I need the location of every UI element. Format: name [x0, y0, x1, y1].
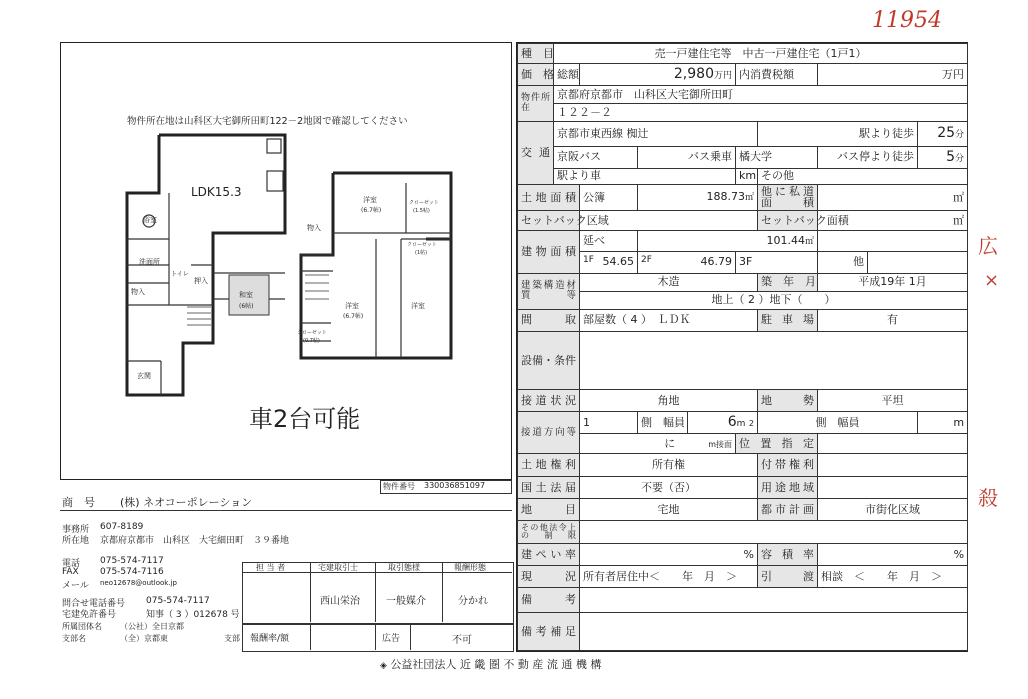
access-label: 接道状況	[518, 389, 580, 411]
branch: （全）京都東	[120, 634, 168, 643]
room-closet-2: クローゼット	[407, 242, 437, 248]
land-right-label: 土地権利	[518, 454, 580, 476]
road-1-width: 6	[727, 414, 737, 431]
staff-header-3: 取引態様	[388, 563, 420, 572]
structure-label: 建築構造材質等	[518, 273, 580, 309]
property-id-label: 物件番号	[383, 482, 415, 491]
fax-label: FAX	[62, 567, 79, 577]
transaction-type: 一般媒介	[386, 596, 426, 607]
property-sheet	[516, 42, 968, 652]
zoning-label: 用途地域	[758, 476, 818, 498]
broker-name: 西山栄治	[320, 596, 360, 607]
structure-value: 木造	[580, 273, 758, 291]
handover-value: 相談 ＜ 年 月 ＞	[818, 565, 968, 587]
trade-name: (株) ネオコーポレーション	[120, 496, 253, 509]
mail: neo12678@outlook.jp	[100, 579, 177, 587]
line-1-walk-label: 駅より徒歩	[758, 122, 918, 147]
room-closet-1-size: (1.5帖)	[413, 208, 430, 214]
room-toilet: トイレ	[171, 271, 189, 278]
layout-label: 間 取	[518, 309, 580, 331]
room-storage-1: 物入	[131, 288, 145, 296]
property-id: 330036851097	[424, 481, 486, 490]
minute-unit: 分	[955, 130, 965, 141]
car-label: 駅より車	[554, 168, 736, 184]
road-2-side: 側	[815, 415, 827, 429]
parking-note: 車2台可能	[249, 405, 361, 433]
road-1-width-label: 幅員	[663, 415, 685, 429]
parking-label: 駐 車 場	[758, 309, 818, 331]
floor-plan-panel	[60, 42, 512, 480]
category-label: 地 目	[518, 499, 580, 521]
fee-type: 分かれ	[458, 596, 488, 607]
mail-label: メール	[62, 581, 89, 591]
rooms-value: 部屋数（ 4 ） ＬＤＫ	[580, 309, 758, 331]
tax-unit: 万円	[818, 64, 968, 86]
room-wash: 洗面所	[139, 258, 160, 266]
price-label: 価 格	[518, 64, 554, 86]
minute-unit-2: 分	[955, 153, 965, 164]
room-closet-1: クローゼット	[409, 200, 439, 206]
total-floor-area: 101.44	[766, 233, 805, 247]
handwritten-number: 11954	[872, 8, 942, 33]
total-floor-label: 延べ	[580, 231, 638, 251]
road-3-ni: に	[664, 437, 676, 451]
position-label: 位置指定	[736, 434, 818, 454]
setback-label: セットバック区域	[518, 211, 580, 231]
bcr-label: 建ぺい率	[518, 543, 580, 565]
road-1-num: 1	[583, 415, 590, 429]
road-1-unit: m	[736, 419, 746, 430]
price-value: 2,980	[673, 66, 714, 83]
bcr-unit: %	[580, 543, 758, 565]
fee-rate-label: 報酬率/額	[250, 634, 290, 644]
license: 知事（ 3 ）012678 号	[146, 610, 240, 620]
room-ldk: LDK15.3	[191, 185, 242, 199]
private-road-label: 他に私道面積	[758, 184, 818, 211]
km-unit: km	[736, 168, 758, 184]
location-line-2: １２２－２	[554, 104, 968, 122]
room-washitsu: 和室	[239, 291, 253, 299]
assoc: （公社）全日京都	[120, 622, 184, 631]
road-2-num: 2	[748, 419, 754, 429]
fax: 075-574-7116	[100, 567, 164, 577]
road-1-side: 側	[641, 415, 652, 429]
notice-label: 国土法届	[518, 476, 580, 498]
room-closet-3: クローゼット	[297, 330, 327, 336]
floor-2-area: 46.79	[700, 255, 732, 269]
land-kind: 公簿	[580, 184, 638, 211]
category-value: 宅地	[580, 499, 758, 521]
room-youshitsu-2-size: (6.7帖)	[343, 313, 364, 320]
far-label: 容 積 率	[758, 543, 818, 565]
handwritten-note-2: ×	[984, 270, 1000, 291]
type-label: 種 目	[518, 44, 554, 64]
transport-label: 交通	[518, 122, 554, 184]
tax-label: 内消費税額	[736, 64, 818, 86]
far-unit: %	[818, 543, 968, 565]
setback-area-label: セットバック面積	[758, 211, 818, 231]
total-label: 総額	[554, 64, 580, 86]
built-label: 築 年 月	[758, 273, 818, 291]
location-label: 物件所在	[518, 86, 554, 122]
room-entrance: 玄関	[137, 372, 151, 380]
room-washitsu-size: (6帖)	[239, 303, 254, 310]
road-2-unit: m	[918, 412, 968, 434]
private-road-unit: ㎡	[818, 184, 968, 211]
handwritten-note-1: 広	[978, 234, 998, 258]
room-closet-3-size: (0.7帖)	[303, 338, 320, 344]
sqm-unit: ㎡	[744, 193, 754, 204]
footer-org-name: 公益社団法人 近 畿 圏 不 動 産 流 通 機 構	[390, 658, 602, 671]
inquiry-tel: 075-574-7117	[146, 596, 210, 606]
bus-walk: 5	[946, 148, 956, 165]
planning-label: 都市計画	[758, 499, 818, 521]
notice-value: 不要（否）	[580, 476, 758, 498]
legal-label: その他法令上の制限	[518, 521, 580, 543]
room-oshiire: 押入	[194, 277, 208, 285]
handwritten-note-3: 殺	[978, 486, 998, 510]
type-value: 売一戸建住宅等 中古一戸建住宅（1戸1）	[554, 44, 968, 64]
office-label: 事務所	[62, 525, 90, 535]
footer-org	[380, 656, 601, 672]
bus-walk-label: バス停より徒歩	[818, 146, 918, 168]
sqm-unit-2: ㎡	[804, 236, 814, 247]
inquiry-label: 問合せ電話番号	[62, 599, 126, 609]
staff-header-2: 宅建取引士	[318, 563, 358, 572]
other-transport: その他	[758, 168, 968, 184]
road-2-width-label: 幅員	[837, 415, 860, 429]
room-closet-2-size: (1帖)	[415, 250, 428, 256]
building-area-label: 建物面積	[518, 231, 580, 273]
tel-label: 電話	[62, 559, 81, 569]
remarks-supp-label: 備考補足	[518, 612, 580, 650]
room-youshitsu-2: 洋室	[345, 302, 359, 310]
room-youshitsu-1-size: (6.7帖)	[361, 207, 382, 214]
ad-label: 広告	[382, 634, 401, 644]
floor-1-label: 1F	[583, 255, 594, 266]
line-1-walk: 25	[937, 125, 956, 142]
room-storage-3: 物入	[307, 224, 321, 232]
built-value: 平成19年 1月	[818, 273, 968, 291]
postal-code: 607-8189	[100, 522, 144, 532]
planning-value: 市街化区域	[818, 499, 968, 521]
attached-right-label: 付帯権利	[758, 454, 818, 476]
road-3-m: m接面	[708, 440, 732, 450]
address-label: 所在地	[62, 536, 90, 546]
access-value: 角地	[580, 389, 758, 411]
remarks-label: 備 考	[518, 588, 580, 613]
address: 京都府京都市 山科区 大宅細田町 ３９番地	[100, 536, 290, 546]
company-info	[60, 482, 512, 652]
bus-ride-label: バス乗車	[638, 146, 736, 168]
bus-line: 京阪バス	[554, 146, 638, 168]
facilities-label: 設備・条件	[518, 331, 580, 389]
status-value: 所有者居住中＜ 年 月 ＞	[580, 565, 758, 587]
price-unit: 万円	[713, 71, 732, 82]
room-bath: 浴室	[143, 216, 157, 224]
tel: 075-574-7117	[100, 556, 164, 566]
terrain-value: 平坦	[818, 389, 968, 411]
location-note: 物件所在地は山科区大宅御所田町122－2地図で確認してください	[127, 116, 408, 127]
other-floor-label: 他	[818, 251, 868, 273]
line-1: 京都市東西線 椥辻	[554, 122, 758, 147]
ad-value: 不可	[452, 635, 472, 646]
location-line-1: 京都府京都市 山科区大宅御所田町	[554, 86, 968, 104]
land-right-value: 所有権	[580, 454, 758, 476]
room-youshitsu-3: 洋室	[411, 302, 425, 310]
bus-stop: 橘大学	[736, 146, 818, 168]
staff-header-1: 担 当 者	[256, 563, 286, 572]
floor-3-label: 3F	[739, 255, 753, 269]
room-youshitsu-1: 洋室	[363, 196, 377, 204]
terrain-label: 地 勢	[758, 389, 818, 411]
direction-label: 接道方向等	[518, 412, 580, 454]
floor-1-area: 54.65	[602, 255, 634, 269]
status-label: 現 況	[518, 565, 580, 587]
staff-header-4: 報酬形態	[454, 563, 486, 572]
branch-suffix: 支部	[224, 634, 240, 643]
trade-name-label: 商 号	[62, 496, 95, 509]
handover-label: 引 渡	[758, 565, 818, 587]
setback-unit: ㎡	[818, 211, 968, 231]
parking-value: 有	[818, 309, 968, 331]
assoc-label: 所属団体名	[62, 622, 102, 631]
land-area-label: 土地面積	[518, 184, 580, 211]
license-label: 宅建免許番号	[62, 610, 117, 620]
branch-label: 支部名	[62, 634, 86, 643]
land-area: 188.73	[706, 190, 745, 204]
floor-2-label: 2F	[641, 255, 652, 266]
org-logo-icon: ◈	[380, 661, 387, 671]
floors-value: 地上（ 2 ）地下（ ）	[580, 291, 968, 309]
